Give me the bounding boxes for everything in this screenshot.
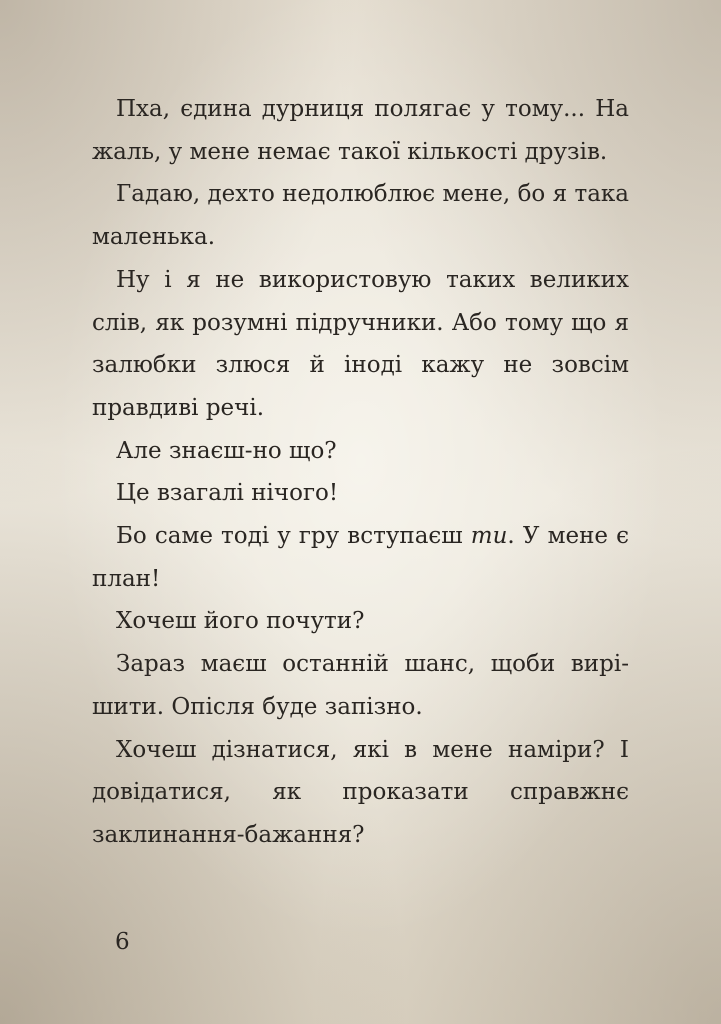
paragraph-1: Пха, єдина дурниця полягає у тому... На жаль, у мене немає такої кількості друзів. xyxy=(92,96,629,165)
paragraph-6-start: Бо саме тоді у гру вступаєш xyxy=(116,523,471,550)
page-number: 6 xyxy=(115,929,130,955)
paragraph-4: Але знаєш-но що? xyxy=(116,437,337,464)
paragraph-5: Це взагалі нічого! xyxy=(116,480,339,507)
paragraph-9: Хочеш дізнатися, які в мене наміри? І довідатися, як проказати справжнє заклинання-бажання? xyxy=(92,736,629,848)
paragraph-3: Ну і я не використовую таких великих слів, як розумні підручники. Або тому що я залюбки злюся й іноді кажу не зовсім правдиві речі. xyxy=(92,266,629,421)
paragraph-6 xyxy=(92,515,629,600)
paragraph-7: Хочеш його почути? xyxy=(116,608,365,635)
paragraph-8: Зараз маєш останній шанс, щоби вирішити. Опісля буде запізно. xyxy=(92,651,629,720)
body-text xyxy=(92,88,629,857)
paragraph-2: Гадаю, дехто недолюблює мене, бо я така маленька. xyxy=(92,181,629,251)
emphasized-word: ти xyxy=(470,523,508,550)
paragraph-6-end: . У мене є план! xyxy=(92,523,629,592)
